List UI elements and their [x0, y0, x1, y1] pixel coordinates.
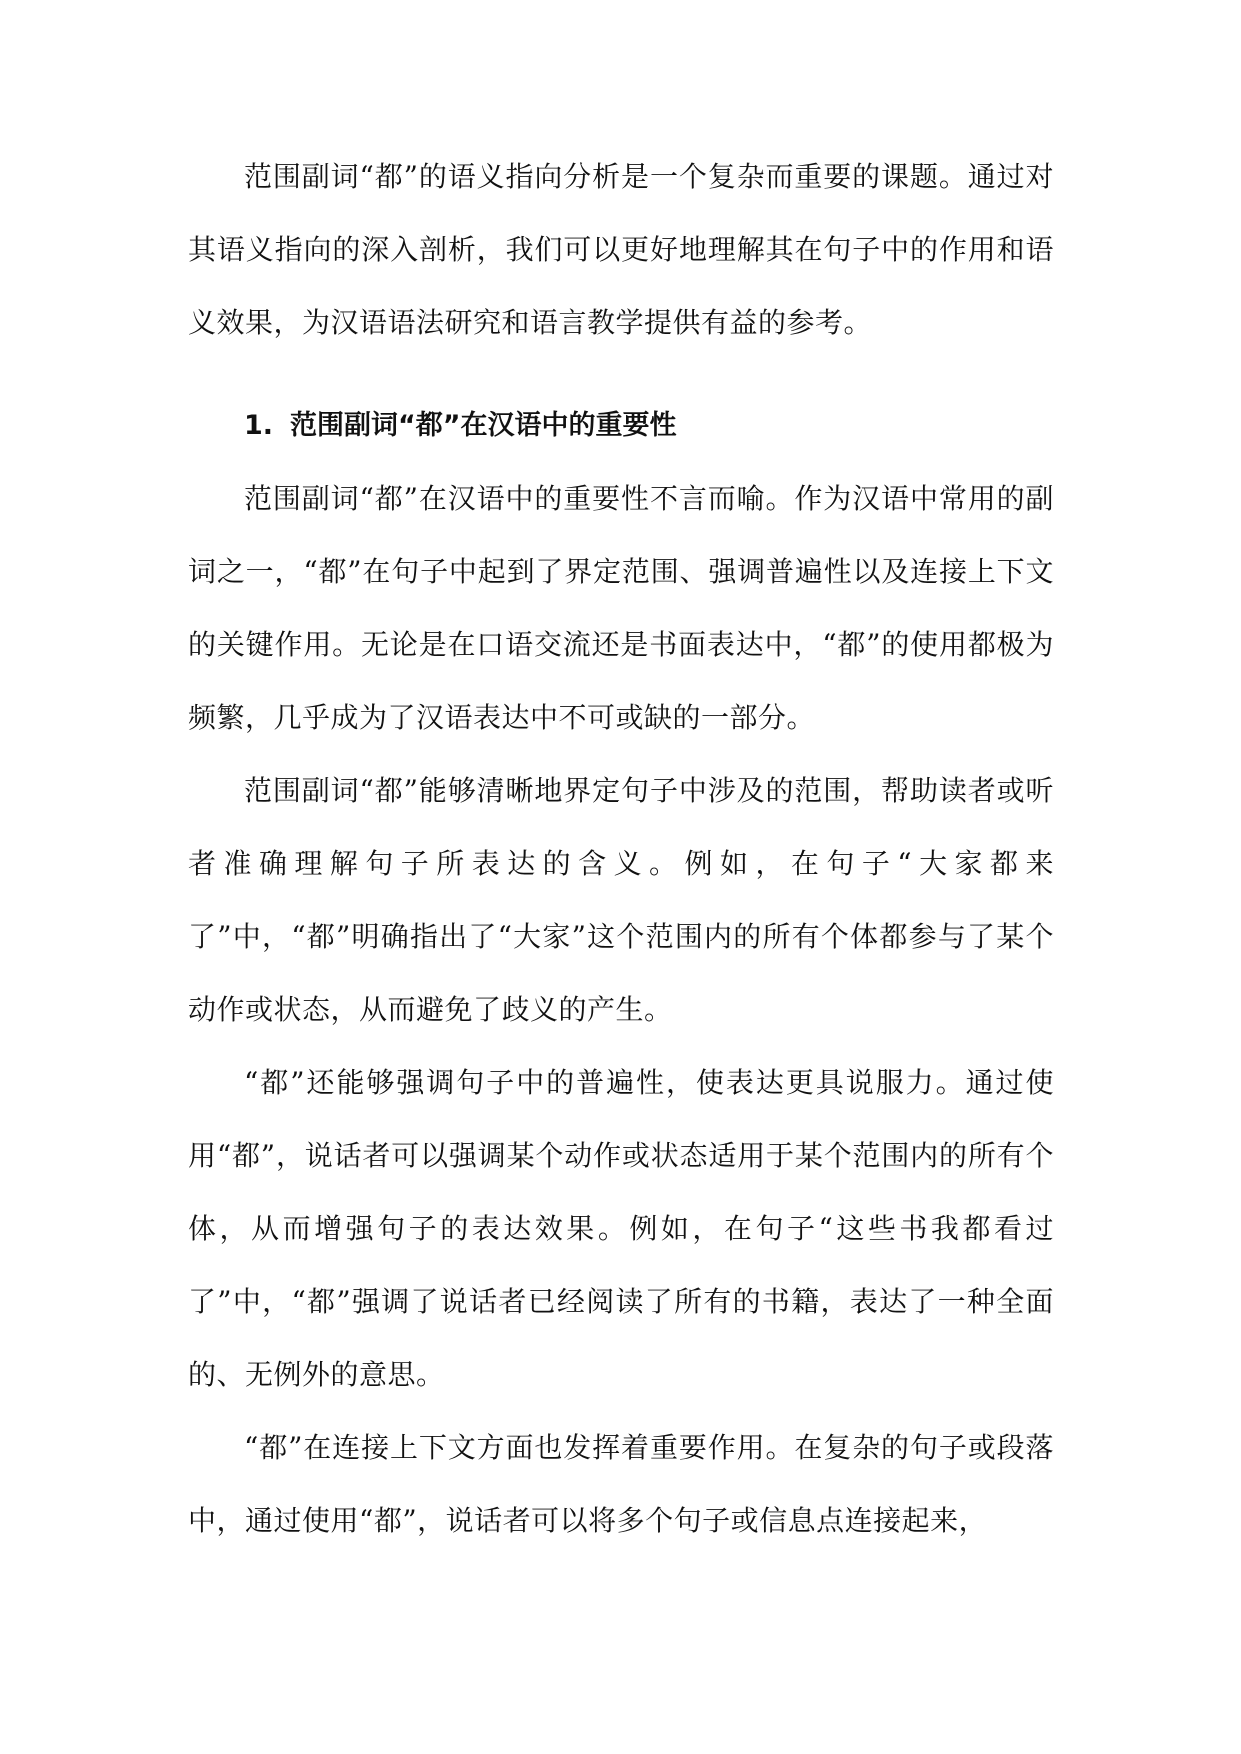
paragraph-1: 范围副词“都”在汉语中的重要性不言而喻。作为汉语中常用的副词之一，“都”在句子中起到了界定范围、强调普遍性以及连接上下文的关键作用。无论是在口语交流还是书面表达中，“都”的使用都极为频繁，几乎成为了汉语表达中不可或缺的一部分。: [188, 482, 1054, 734]
section-heading: [188, 389, 1054, 462]
page-body: [188, 140, 1054, 1557]
section-number: 1.: [244, 410, 274, 441]
paragraph-intro: 范围副词“都”的语义指向分析是一个复杂而重要的课题。通过对其语义指向的深入剖析，我们可以更好地理解其在句子中的作用和语义效果，为汉语语法研究和语言教学提供有益的参考。: [188, 160, 1054, 339]
paragraph-4: “都”在连接上下文方面也发挥着重要作用。在复杂的句子或段落中，通过使用“都”，说话者可以将多个句子或信息点连接起来，: [188, 1431, 1054, 1537]
paragraph-3: “都”还能够强调句子中的普遍性，使表达更具说服力。通过使用“都”，说话者可以强调某个动作或状态适用于某个范围内的所有个体，从而增强句子的表达效果。例如，在句子“这些书我都看过了”中，“都”强调了说话者已经阅读了所有的书籍，表达了一种全面的、无例外的意思。: [188, 1066, 1054, 1391]
section-title: 范围副词“都”在汉语中的重要性: [290, 410, 677, 441]
paragraph-2: 范围副词“都”能够清晰地界定句子中涉及的范围，帮助读者或听者准确理解句子所表达的含义。例如，在句子“大家都来了”中，“都”明确指出了“大家”这个范围内的所有个体都参与了某个动作或状态，从而避免了歧义的产生。: [188, 774, 1054, 1026]
